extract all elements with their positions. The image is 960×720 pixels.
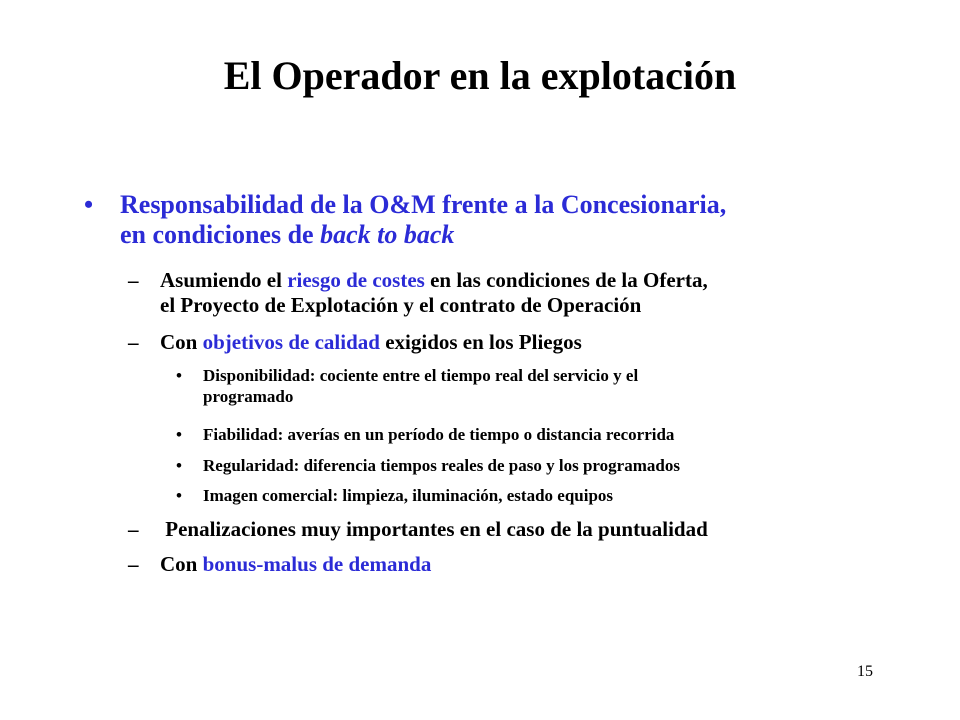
dash-icon: –	[128, 517, 139, 541]
bullet-icon: •	[84, 190, 94, 219]
bullet-icon: •	[176, 456, 182, 475]
sub-item-bonus-malus-text	[160, 552, 880, 577]
sub-item-calidad-suffix: exigidos en los Pliegos	[379, 330, 582, 354]
sub-item-riesgo-suffix: en las condiciones de la Oferta,	[424, 268, 708, 292]
main-bullet-line2-prefix: en condiciones de	[120, 220, 321, 249]
sub-item-riesgo-line2: el Proyecto de Explotación y el contrato de Operación	[160, 293, 642, 317]
slide-title: El Operador en la explotación	[223, 53, 737, 98]
dash-icon: –	[128, 330, 139, 354]
dash-icon: –	[128, 552, 139, 576]
detail-disponibilidad-line1: Disponibilidad: cociente entre el tiempo real del servicio y el	[203, 366, 639, 385]
sub-item-calidad-prefix: Con	[160, 330, 203, 354]
sub-item-bonus-malus-prefix: Con	[160, 552, 203, 576]
page-number: 15	[857, 663, 873, 680]
detail-fiabilidad-text: Fiabilidad: averías en un período de tiempo o distancia recorrida	[203, 425, 675, 444]
main-bullet-text	[120, 190, 880, 250]
sub-item-penalizaciones-text: Penalizaciones muy importantes en el caso de la puntualidad	[160, 517, 708, 541]
dash-icon: –	[128, 268, 139, 292]
sub-item-calidad-text	[160, 330, 880, 355]
main-bullet-line2	[120, 220, 880, 250]
sub-item-bonus-malus-highlight: bonus-malus de demanda	[202, 552, 432, 576]
bullet-icon: •	[176, 366, 182, 385]
bullet-icon: •	[176, 425, 182, 444]
main-bullet-line2-italic: back to back	[320, 220, 455, 249]
bullet-icon: •	[176, 486, 182, 505]
sub-item-riesgo-text	[160, 268, 880, 318]
main-bullet-line1: Responsabilidad de la O&M frente a la Concesionaria,	[120, 190, 727, 219]
sub-item-calidad-highlight: objetivos de calidad	[202, 330, 380, 354]
detail-imagen-comercial-text: Imagen comercial: limpieza, iluminación, estado equipos	[203, 486, 614, 505]
sub-item-riesgo-highlight: riesgo de costes	[287, 268, 425, 292]
detail-disponibilidad-text	[203, 365, 883, 407]
sub-item-riesgo-prefix: Asumiendo el	[160, 268, 288, 292]
sub-item-riesgo-line1	[160, 268, 880, 293]
detail-disponibilidad-line2: programado	[203, 387, 294, 406]
detail-regularidad-text: Regularidad: diferencia tiempos reales de paso y los programados	[203, 456, 680, 475]
